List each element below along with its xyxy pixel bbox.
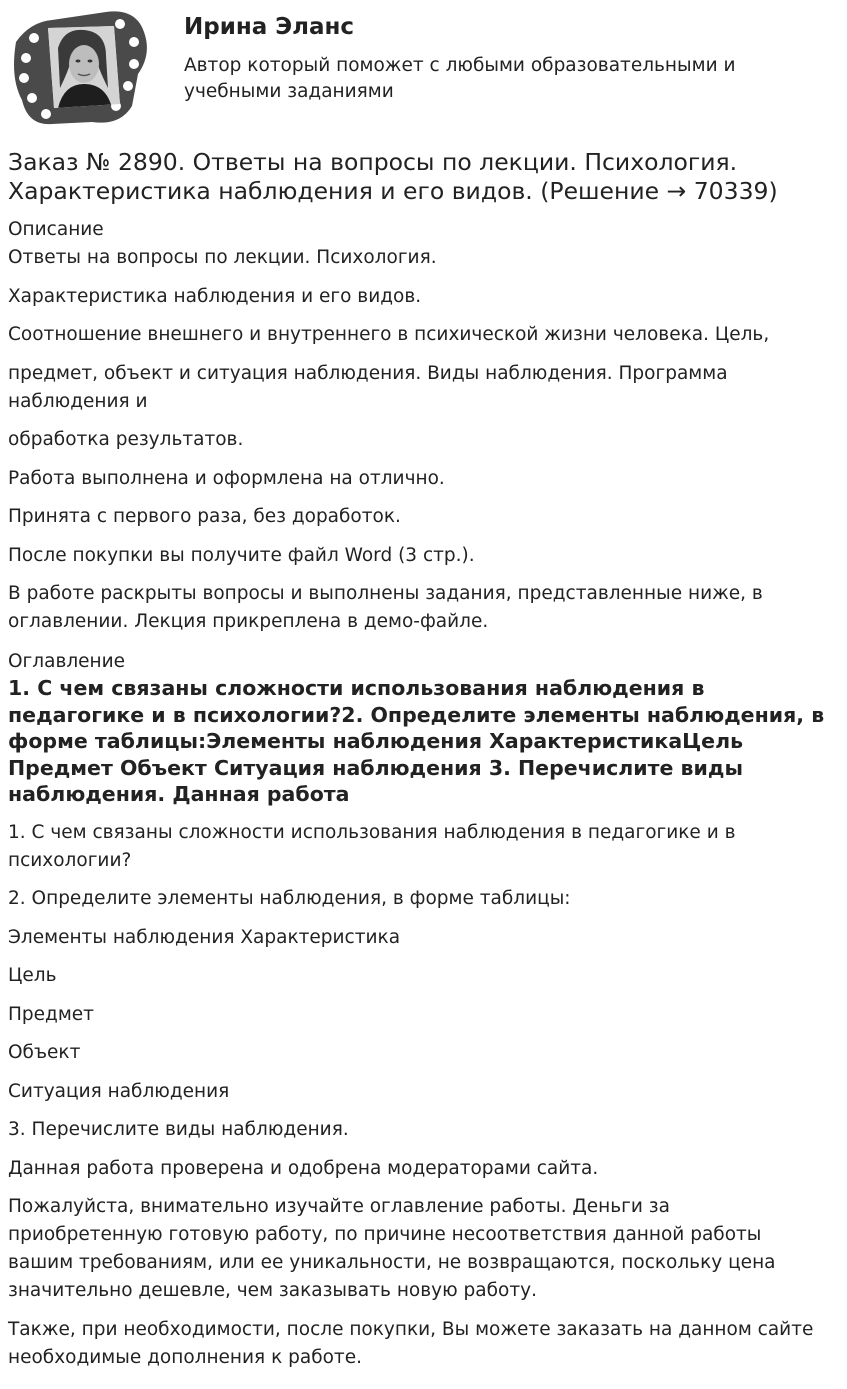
order-title-line-1: Заказ № 2890. Ответы на вопросы по лекции. Психология.	[8, 148, 738, 176]
author-name: Ирина Эланс	[184, 14, 355, 40]
author-description: Автор который поможет с любыми образовательными и учебными заданиями	[184, 55, 736, 102]
toc-paragraph: 1. С чем связаны сложности использования наблюдения в педагогике и в психологии?	[8, 821, 736, 871]
description-label: Описание	[8, 219, 104, 240]
toc-paragraph: Цель	[8, 965, 57, 987]
main-content	[8, 148, 839, 1372]
toc-paragraph: Пожалуйста, внимательно изучайте оглавление работы. Деньги за приобретенную готовую работу, по причине несоответствия данной работы вашим требованиям, или ее уникальности, не возвращаются, поскольку цена значительно дешевле, чем заказывать новую работу.	[8, 1196, 776, 1302]
description-paragraph: Характеристика наблюдения и его видов.	[8, 285, 422, 307]
description-paragraph: Ответы на вопросы по лекции. Психология.	[8, 247, 437, 268]
toc-paragraph: Предмет	[8, 1003, 94, 1025]
description-paragraph: Принята с первого раза, без доработок.	[8, 506, 401, 527]
toc-label: Оглавление	[8, 651, 126, 672]
description-paragraph: обработка результатов.	[8, 429, 244, 450]
avatar-film-frame-icon	[8, 8, 150, 126]
description-paragraph: После покупки вы получите файл Word (3 стр.).	[8, 544, 475, 566]
order-title	[8, 148, 839, 206]
order-title-line-2: Характеристика наблюдения и его видов. (Решение → 70339)	[8, 177, 778, 205]
description-paragraph: Соотношение внешнего и внутреннего в психической жизни человека. Цель,	[8, 324, 770, 345]
author-avatar	[8, 8, 150, 126]
toc-paragraph: 3. Перечислите виды наблюдения.	[8, 1119, 349, 1141]
description-paragraph: предмет, объект и ситуация наблюдения. Виды наблюдения. Программа наблюдения и	[8, 362, 728, 412]
toc-paragraph: Элементы наблюдения Характеристика	[8, 926, 401, 948]
toc-paragraph: Также, при необходимости, после покупки, Вы можете заказать на данном сайте необходимые дополнения к работе.	[8, 1318, 814, 1368]
toc-heading: 1. С чем связаны сложности использования наблюдения в педагогике и в психологии?2. Определите элементы наблюдения, в форме таблицы:Элементы наблюдения ХарактеристикаЦель Предмет Объект Ситуация наблюдения 3. Перечислите виды наблюдения. Данная работа	[8, 676, 825, 807]
toc-paragraph: 2. Определите элементы наблюдения, в форме таблицы:	[8, 888, 571, 910]
description-paragraph: В работе раскрыты вопросы и выполнены задания, представленные ниже, в оглавлении. Лекция прикреплена в демо-файле.	[8, 583, 763, 632]
toc-paragraph: Данная работа проверена и одобрена модераторами сайта.	[8, 1157, 599, 1179]
author-header	[8, 8, 839, 128]
description-paragraph: Работа выполнена и оформлена на отлично.	[8, 467, 445, 489]
toc-paragraph: Объект	[8, 1042, 81, 1064]
toc-paragraph: Ситуация наблюдения	[8, 1080, 230, 1102]
